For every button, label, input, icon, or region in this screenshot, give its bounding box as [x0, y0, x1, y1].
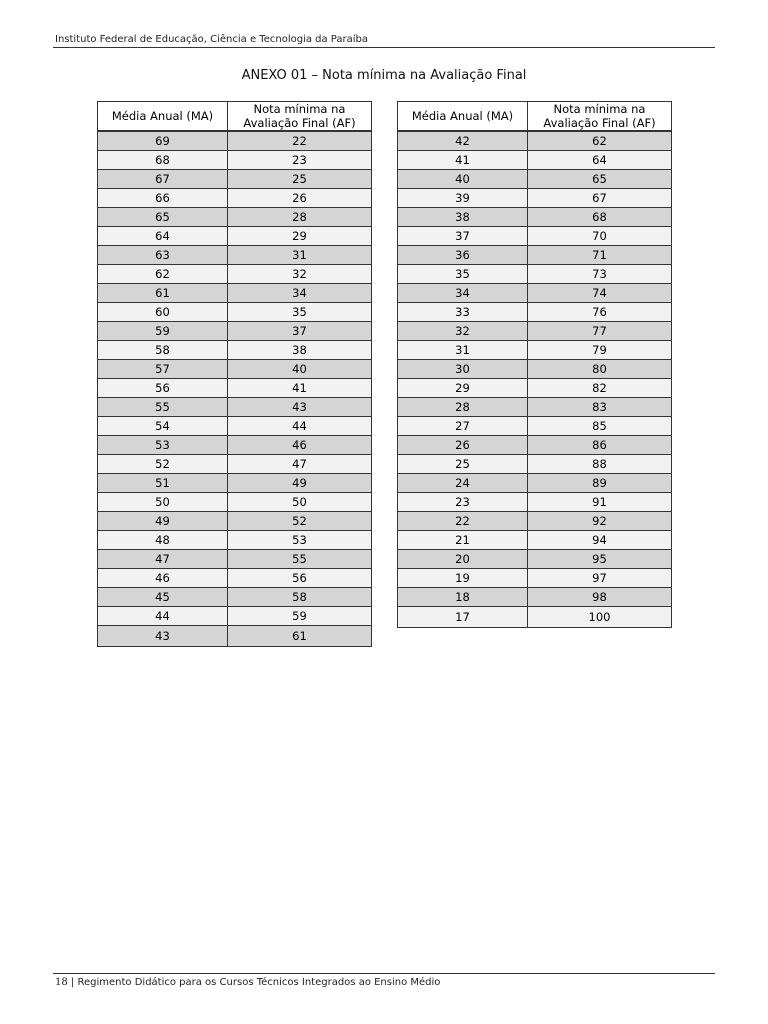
media-anual-cell: 41 [398, 151, 528, 170]
table-row [98, 284, 372, 303]
media-anual-cell: 29 [398, 379, 528, 398]
table-row [98, 189, 372, 208]
media-anual-cell: 53 [98, 436, 228, 455]
media-anual-cell: 57 [98, 360, 228, 379]
page-number: 18 [55, 977, 68, 988]
nota-minima-cell: 28 [228, 208, 372, 227]
table-row [398, 151, 672, 170]
nota-minima-cell: 97 [528, 569, 672, 588]
table-row [398, 474, 672, 493]
table-row [398, 398, 672, 417]
table-row [98, 417, 372, 436]
media-anual-cell: 44 [98, 607, 228, 626]
table-row [398, 512, 672, 531]
table-row [398, 170, 672, 189]
table-row [398, 569, 672, 588]
media-anual-cell: 20 [398, 550, 528, 569]
nota-minima-cell: 83 [528, 398, 672, 417]
table-row [98, 512, 372, 531]
media-anual-cell: 32 [398, 322, 528, 341]
media-anual-cell: 30 [398, 360, 528, 379]
table-row [398, 322, 672, 341]
nota-minima-cell: 92 [528, 512, 672, 531]
media-anual-cell: 27 [398, 417, 528, 436]
media-anual-cell: 38 [398, 208, 528, 227]
media-anual-cell: 55 [98, 398, 228, 417]
footer-separator: | [70, 977, 75, 988]
footer-divider [53, 973, 715, 974]
table-row [98, 322, 372, 341]
nota-minima-cell: 37 [228, 322, 372, 341]
media-anual-cell: 51 [98, 474, 228, 493]
nota-minima-cell: 29 [228, 227, 372, 246]
nota-minima-cell: 53 [228, 531, 372, 550]
media-anual-cell: 67 [98, 170, 228, 189]
nota-minima-cell: 89 [528, 474, 672, 493]
nota-minima-cell: 34 [228, 284, 372, 303]
media-anual-cell: 33 [398, 303, 528, 322]
nota-minima-cell: 67 [528, 189, 672, 208]
media-anual-cell: 52 [98, 455, 228, 474]
table-row [98, 246, 372, 265]
table-row [398, 455, 672, 474]
table-header-row [98, 102, 372, 132]
header-nota-minima-line2: Avaliação Final (AF) [243, 116, 356, 130]
table-row [398, 607, 672, 628]
media-anual-cell: 26 [398, 436, 528, 455]
media-anual-cell: 63 [98, 246, 228, 265]
table-row [98, 626, 372, 647]
nota-minima-cell: 62 [528, 131, 672, 151]
table-row [98, 588, 372, 607]
table-row [98, 455, 372, 474]
media-anual-cell: 34 [398, 284, 528, 303]
nota-minima-cell: 65 [528, 170, 672, 189]
media-anual-cell: 65 [98, 208, 228, 227]
nota-minima-cell: 44 [228, 417, 372, 436]
header-media-anual: Média Anual (MA) [98, 102, 228, 132]
media-anual-cell: 56 [98, 379, 228, 398]
grade-table-left-body [98, 131, 372, 647]
nota-minima-cell: 46 [228, 436, 372, 455]
media-anual-cell: 60 [98, 303, 228, 322]
nota-minima-cell: 47 [228, 455, 372, 474]
media-anual-cell: 64 [98, 227, 228, 246]
nota-minima-cell: 88 [528, 455, 672, 474]
table-row [398, 379, 672, 398]
nota-minima-cell: 73 [528, 265, 672, 284]
table-row [98, 360, 372, 379]
media-anual-cell: 62 [98, 265, 228, 284]
table-row [398, 417, 672, 436]
nota-minima-cell: 25 [228, 170, 372, 189]
media-anual-cell: 31 [398, 341, 528, 360]
table-row [398, 284, 672, 303]
table-row [98, 569, 372, 588]
media-anual-cell: 61 [98, 284, 228, 303]
table-row [98, 379, 372, 398]
table-row [398, 265, 672, 284]
media-anual-cell: 69 [98, 131, 228, 151]
table-row [98, 531, 372, 550]
nota-minima-cell: 100 [528, 607, 672, 628]
nota-minima-cell: 79 [528, 341, 672, 360]
table-row [98, 227, 372, 246]
table-row [398, 227, 672, 246]
table-row [98, 341, 372, 360]
table-row [98, 607, 372, 626]
grade-table-right-body [398, 131, 672, 628]
media-anual-cell: 42 [398, 131, 528, 151]
nota-minima-cell: 68 [528, 208, 672, 227]
media-anual-cell: 28 [398, 398, 528, 417]
nota-minima-cell: 43 [228, 398, 372, 417]
media-anual-cell: 48 [98, 531, 228, 550]
nota-minima-cell: 80 [528, 360, 672, 379]
nota-minima-cell: 58 [228, 588, 372, 607]
table-row [398, 550, 672, 569]
media-anual-cell: 25 [398, 455, 528, 474]
nota-minima-cell: 71 [528, 246, 672, 265]
media-anual-cell: 43 [98, 626, 228, 647]
table-row [398, 531, 672, 550]
media-anual-cell: 37 [398, 227, 528, 246]
nota-minima-cell: 61 [228, 626, 372, 647]
media-anual-cell: 54 [98, 417, 228, 436]
table-row [98, 208, 372, 227]
table-row [398, 436, 672, 455]
table-row [98, 398, 372, 417]
table-row [398, 208, 672, 227]
footer-title: Regimento Didático para os Cursos Técnicos Integrados ao Ensino Médio [77, 977, 441, 988]
media-anual-cell: 24 [398, 474, 528, 493]
nota-minima-cell: 22 [228, 131, 372, 151]
nota-minima-cell: 31 [228, 246, 372, 265]
nota-minima-cell: 35 [228, 303, 372, 322]
header-nota-minima-line1: Nota mínima na [553, 102, 646, 116]
nota-minima-cell: 86 [528, 436, 672, 455]
nota-minima-cell: 41 [228, 379, 372, 398]
table-row [398, 246, 672, 265]
media-anual-cell: 36 [398, 246, 528, 265]
nota-minima-cell: 40 [228, 360, 372, 379]
table-row [398, 360, 672, 379]
nota-minima-cell: 70 [528, 227, 672, 246]
media-anual-cell: 58 [98, 341, 228, 360]
table-row [98, 436, 372, 455]
table-row [98, 493, 372, 512]
media-anual-cell: 19 [398, 569, 528, 588]
page-header: Instituto Federal de Educação, Ciência e Tecnologia da Paraíba [55, 34, 369, 45]
table-row [98, 265, 372, 284]
media-anual-cell: 49 [98, 512, 228, 531]
media-anual-cell: 23 [398, 493, 528, 512]
media-anual-cell: 50 [98, 493, 228, 512]
media-anual-cell: 17 [398, 607, 528, 628]
nota-minima-cell: 76 [528, 303, 672, 322]
media-anual-cell: 22 [398, 512, 528, 531]
media-anual-cell: 46 [98, 569, 228, 588]
nota-minima-cell: 82 [528, 379, 672, 398]
nota-minima-cell: 55 [228, 550, 372, 569]
media-anual-cell: 66 [98, 189, 228, 208]
table-row [98, 151, 372, 170]
nota-minima-cell: 38 [228, 341, 372, 360]
nota-minima-cell: 56 [228, 569, 372, 588]
header-nota-minima [528, 102, 672, 132]
media-anual-cell: 21 [398, 531, 528, 550]
table-row [98, 170, 372, 189]
table-row [98, 131, 372, 151]
nota-minima-cell: 94 [528, 531, 672, 550]
media-anual-cell: 18 [398, 588, 528, 607]
table-row [98, 474, 372, 493]
table-row [398, 341, 672, 360]
media-anual-cell: 35 [398, 265, 528, 284]
table-row [98, 303, 372, 322]
table-header-row [398, 102, 672, 132]
nota-minima-cell: 74 [528, 284, 672, 303]
table-row [398, 131, 672, 151]
grade-table-right [397, 101, 672, 628]
nota-minima-cell: 64 [528, 151, 672, 170]
table-row [398, 588, 672, 607]
page-footer [55, 977, 440, 988]
nota-minima-cell: 52 [228, 512, 372, 531]
header-media-anual: Média Anual (MA) [398, 102, 528, 132]
nota-minima-cell: 23 [228, 151, 372, 170]
media-anual-cell: 59 [98, 322, 228, 341]
nota-minima-cell: 85 [528, 417, 672, 436]
nota-minima-cell: 49 [228, 474, 372, 493]
nota-minima-cell: 77 [528, 322, 672, 341]
media-anual-cell: 40 [398, 170, 528, 189]
table-row [398, 493, 672, 512]
nota-minima-cell: 59 [228, 607, 372, 626]
document-title: ANEXO 01 – Nota mínima na Avaliação Final [241, 68, 527, 83]
nota-minima-cell: 26 [228, 189, 372, 208]
header-nota-minima-line1: Nota mínima na [253, 102, 346, 116]
media-anual-cell: 68 [98, 151, 228, 170]
media-anual-cell: 47 [98, 550, 228, 569]
table-row [98, 550, 372, 569]
grade-table-left [97, 101, 372, 647]
header-divider [53, 47, 715, 48]
nota-minima-cell: 50 [228, 493, 372, 512]
nota-minima-cell: 91 [528, 493, 672, 512]
table-row [398, 189, 672, 208]
media-anual-cell: 45 [98, 588, 228, 607]
media-anual-cell: 39 [398, 189, 528, 208]
header-nota-minima-line2: Avaliação Final (AF) [543, 116, 656, 130]
nota-minima-cell: 95 [528, 550, 672, 569]
header-nota-minima [228, 102, 372, 132]
nota-minima-cell: 98 [528, 588, 672, 607]
table-row [398, 303, 672, 322]
nota-minima-cell: 32 [228, 265, 372, 284]
